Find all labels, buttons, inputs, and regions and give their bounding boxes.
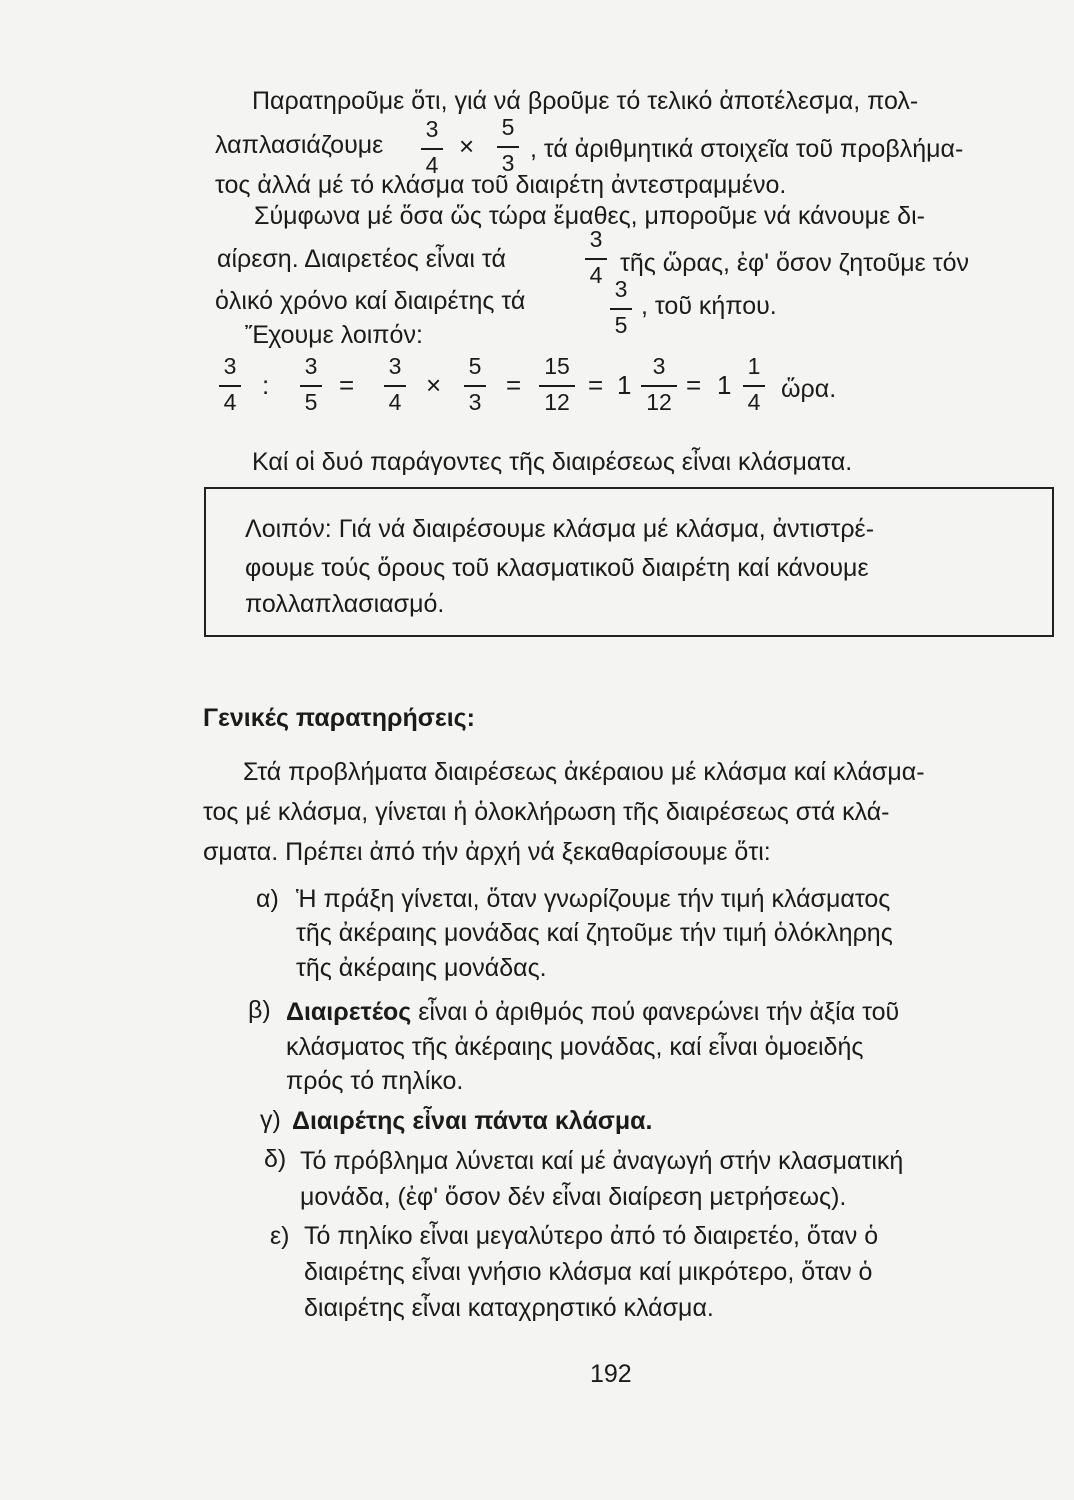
- eq-times: ×: [426, 370, 442, 400]
- item-b-label: β): [248, 996, 271, 1024]
- p2-line2-end: τῆς ὥρας, ἐφ' ὅσον ζητοῦμε τόν: [620, 249, 970, 277]
- item-c-line1: Διαιρέτης εἶναι πάντα κλάσμα.: [292, 1107, 653, 1135]
- eq-fraction-6: 3 12: [634, 352, 684, 418]
- eq-fraction-5: 15 12: [532, 352, 582, 418]
- fraction-divisor: 3 5: [603, 275, 639, 341]
- eq-fraction-7: 1 4: [736, 352, 772, 418]
- eq-unit: ὥρα.: [781, 375, 837, 403]
- rule-line1: Λοιπόν: Γιά νά διαιρέσουμε κλάσμα μέ κλάσμα, ἀντιστρέ-: [245, 515, 875, 543]
- eq-fraction-1: 3 4: [212, 352, 248, 418]
- item-d-line1: Τό πρόβλημα λύνεται καί μέ ἀναγωγή στήν κλασματική: [300, 1147, 904, 1175]
- eq-equals-2: =: [506, 370, 522, 400]
- eq-equals-4: =: [686, 370, 702, 400]
- times-sign: ×: [459, 131, 475, 161]
- general-heading: Γενικές παρατηρήσεις:: [203, 704, 475, 732]
- fraction-dividend: 3 4: [578, 225, 614, 291]
- eq-equals-1: =: [339, 370, 355, 400]
- eq-whole-1: 1: [617, 370, 632, 400]
- page-number: 192: [590, 1360, 632, 1388]
- p2-line3-end: , τοῦ κήπου.: [641, 292, 777, 320]
- p1-line2-end: , τά ἀριθμητικά στοιχεῖα τοῦ προβλήμα-: [530, 135, 964, 163]
- item-e-line1: Τό πηλίκο εἶναι μεγαλύτερο ἀπό τό διαιρετέο, ὅταν ὁ: [304, 1222, 879, 1250]
- general-intro-line1: Στά προβλήματα διαιρέσεως ἀκέραιου μέ κλάσμα καί κλάσμα-: [243, 758, 925, 786]
- eq-fraction-2: 3 5: [293, 352, 329, 418]
- p2-line2-start: αίρεση. Διαιρετέος εἶναι τά: [217, 245, 506, 273]
- eq-fraction-3: 3 4: [377, 352, 413, 418]
- item-d-label: δ): [264, 1145, 287, 1173]
- item-d-line2: μονάδα, (ἐφ' ὅσον δέν εἶναι διαίρεση μετρήσεως).: [300, 1183, 847, 1211]
- fraction-3-4: 3 4: [414, 115, 450, 181]
- general-intro-line3: σματα. Πρέπει ἀπό τήν ἀρχή νά ξεκαθαρίσουμε ὅτι:: [203, 838, 771, 866]
- item-a-line3: τῆς ἀκέραιης μονάδας.: [296, 954, 547, 982]
- item-e-line2: διαιρέτης εἶναι γνήσιο κλάσμα καί μικρότερο, ὅταν ὁ: [304, 1258, 873, 1286]
- item-a-label: α): [256, 885, 279, 913]
- item-a-line2: τῆς ἀκέραιης μονάδας καί ζητοῦμε τήν τιμή ὁλόκληρης: [296, 919, 893, 947]
- p2-line1: Σύμφωνα μέ ὅσα ὥς τώρα ἔμαθες, μποροῦμε νά κάνουμε δι-: [254, 202, 925, 230]
- item-b-line1: [286, 997, 899, 1027]
- eq-equals-3: =: [588, 370, 604, 400]
- eq-colon: :: [262, 370, 270, 400]
- eq-fraction-4: 5 3: [457, 352, 493, 418]
- p3-line1: Ἔχουμε λοιπόν:: [245, 321, 423, 349]
- item-b-line2: κλάσματος τῆς ἀκέραιης μονάδας, καί εἶναι ὁμοειδής: [286, 1033, 864, 1061]
- general-intro-line2: τος μέ κλάσμα, γίνεται ἡ ὁλοκλήρωση τῆς διαιρέσεως στά κλά-: [203, 798, 890, 826]
- fraction-5-3: 5 3: [490, 113, 526, 179]
- item-e-label: ε): [270, 1222, 290, 1250]
- p2-line3-start: ὁλικό χρόνο καί διαιρέτης τά: [215, 287, 526, 315]
- item-b-line3: πρός τό πηλίκο.: [286, 1067, 464, 1095]
- p1-line1: Παρατηροῦμε ὅτι, γιά νά βροῦμε τό τελικό ἀποτέλεσμα, πολ-: [252, 87, 919, 115]
- item-c-label: γ): [260, 1106, 281, 1134]
- rule-line2: φουμε τούς ὅρους τοῦ κλασματικοῦ διαιρέτη καί κάνουμε: [245, 554, 869, 582]
- p1-line3: τος ἀλλά μέ τό κλάσμα τοῦ διαιρέτη ἀντεστραμμένο.: [215, 171, 787, 199]
- item-b-rest: εἶναι ὁ ἀριθμός πού φανερώνει τήν ἀξία τοῦ: [411, 998, 900, 1026]
- item-a-line1: Ἡ πράξη γίνεται, ὅταν γνωρίζουμε τήν τιμή κλάσματος: [296, 885, 891, 913]
- item-b-bold: Διαιρετέος: [286, 998, 412, 1026]
- eq-whole-2: 1: [717, 370, 732, 400]
- p1-line2-start: λαπλασιάζουμε: [215, 131, 384, 159]
- item-e-line3: διαιρέτης εἶναι καταχρηστικό κλάσμα.: [304, 1294, 714, 1322]
- rule-line3: πολλαπλασιασμό.: [245, 590, 445, 618]
- p4-line1: Καί οἱ δυό παράγοντες τῆς διαιρέσεως εἶναι κλάσματα.: [252, 448, 853, 476]
